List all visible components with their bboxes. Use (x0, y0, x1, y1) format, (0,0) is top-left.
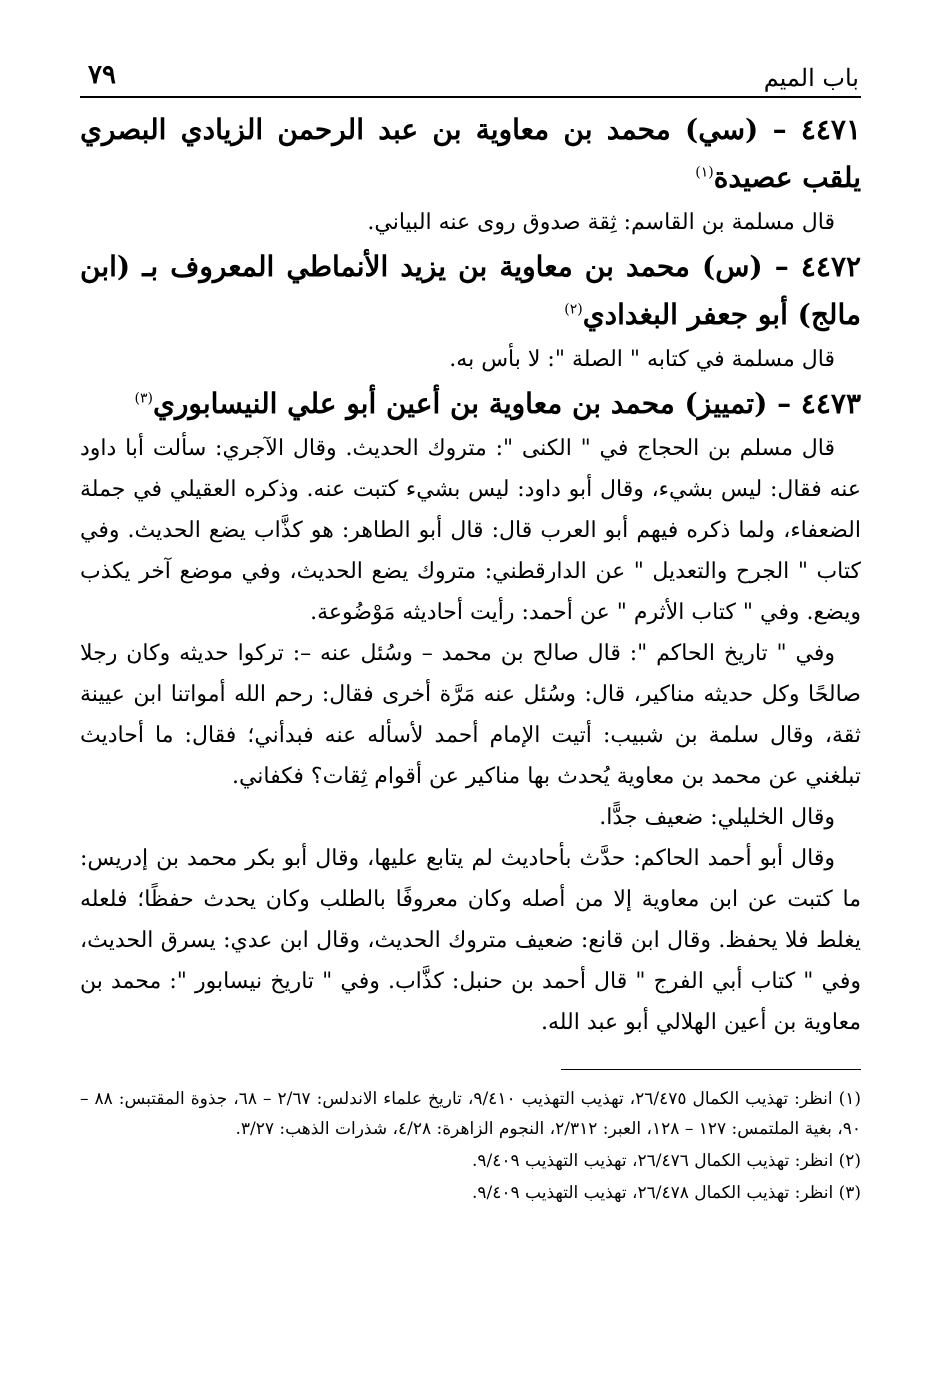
footnote-ref: (٢) (564, 301, 583, 318)
footnote: (٢) انظر: تهذيب الكمال ٢٦/٤٧٦، تهذيب التهذيب ٩/٤٠٩. (471, 1151, 861, 1171)
entry-heading: ٤٤٧٢ – (س) محمد بن معاوية بن يزيد الأنماطي المعروف بـ (ابن مالج) أبو جعفر البغدادي$^{(٢)}$ (80, 250, 862, 331)
footnotes (80, 1084, 861, 1208)
entry-paragraph: قال مسلمة في كتابه " الصلة ": لا بأس به. (449, 347, 835, 372)
entry-paragraph: وقال الخليلي: ضعيف جدًّا. (599, 805, 835, 830)
entry-paragraph: قال مسلمة بن القاسم: ثِقة صدوق روى عنه البياني. (367, 210, 835, 235)
book-page (80, 58, 861, 1348)
page-header (80, 58, 861, 98)
page-body (80, 106, 861, 1043)
footnote: (١) انظر: تهذيب الكمال ٢٦/٤٧٥، تهذيب التهذيب ٩/٤١٠، تاريخ علماء الاندلس: ٢/٦٧ – ٦٨، جذوة المقتبس: ٨٨ – ٩٠، بغية الملتمس: ١٢٧ – ١٢٨، العبر: ٢/٣١٢، النجوم الزاهرة: ٤/٢٨، شذرات الذهب: ٣/٢٧. (80, 1089, 861, 1139)
entry-heading: ٤٤٧٣ – (تمييز) محمد بن معاوية بن أعين أبو علي النيسابوري$^{(٣)}$ (134, 387, 861, 420)
page-number: ٧٩ (88, 60, 116, 90)
chapter-title: باب الميم (763, 64, 859, 92)
entry-paragraph: وفي " تاريخ الحاكم ": قال صالح بن محمد – وسُئل عنه –: تركوا حديثه وكان رجلا صالحًا وكل حديثه مناكير، قال: وسُئل عنه مَرَّة أخرى فقال: رحم الله أمواتنا ابن عيينة ثقة، وقال سلمة بن شبيب: أتيت الإمام أحمد لأسأله عنه فبدأني؛ فقال: ما أحاديث تبلغني عن محمد بن معاوية يُحدث بها مناكير عن أقوام ثِقات؟ فكفاني. (80, 641, 861, 789)
footnote: (٣) انظر: تهذيب الكمال ٢٦/٤٧٨، تهذيب التهذيب ٩/٤٠٩. (471, 1183, 861, 1203)
footnote-divider (561, 1069, 861, 1070)
footnote-ref: (١) (695, 164, 714, 181)
entry-paragraph: قال مسلم بن الحجاج في " الكنى ": متروك الحديث. وقال الآجري: سألت أبا داود عنه فقال: ليس بشيء، وقال أبو داود: ليس بشيء كتبت عنه. وذكره العقيلي في جملة الضعفاء، ولما ذكره فيهم أبو العرب قال: قال أبو الطاهر: هو كذَّاب يضع الحديث. وفي كتاب " الجرح والتعديل " عن الدارقطني: متروك يضع الحديث، وفي موضع آخر يكذب ويضع. وفي " كتاب الأثرم " عن أحمد: رأيت أحاديثه مَوْضُوعة. (80, 436, 861, 625)
entry-paragraph: وقال أبو أحمد الحاكم: حدَّث بأحاديث لم يتابع عليها، وقال أبو بكر محمد بن إدريس: ما كتبت عن ابن معاوية إلا من أصله وكان معروفًا بالطلب وكان يحدث حفظًا؛ فلعله يغلط فلا يحفظ. وقال ابن قانع: ضعيف متروك الحديث، وقال ابن عدي: يسرق الحديث، وفي " كتاب أبي الفرج " قال أحمد بن حنبل: كذَّاب. وفي " تاريخ نيسابور ": محمد بن معاوية بن أعين الهلالي أبو عبد الله. (80, 846, 861, 1035)
entry-heading: ٤٤٧١ – (سي) محمد بن معاوية بن عبد الرحمن الزيادي البصري يلقب عصيدة$^{(١)}$ (80, 113, 861, 194)
footnote-ref: (٣) (134, 390, 153, 407)
